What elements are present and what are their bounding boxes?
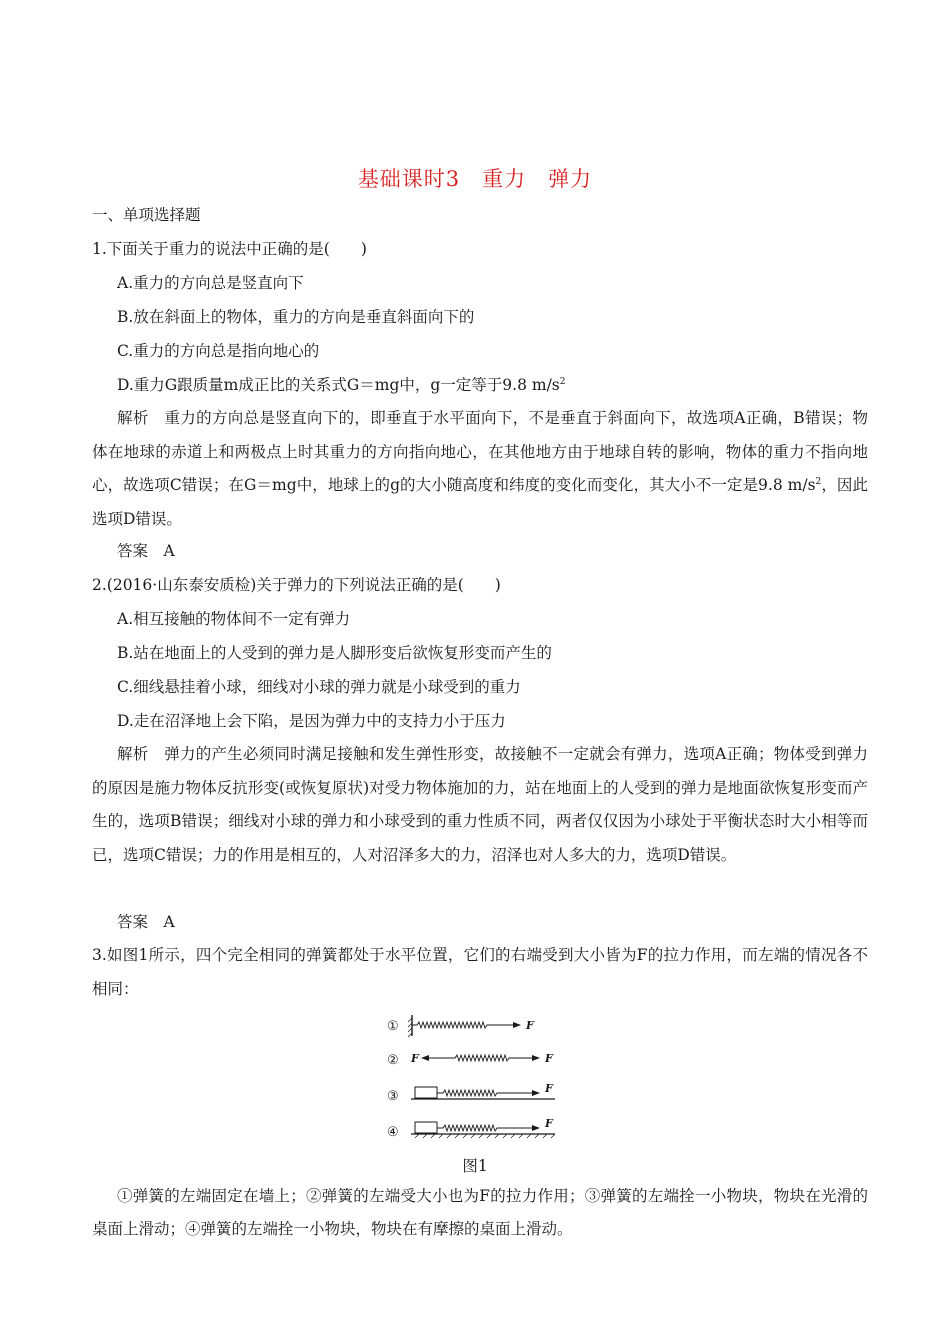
spring-4 [437, 1125, 503, 1131]
fig-force-1: F [526, 1019, 534, 1032]
block-3 [415, 1087, 437, 1098]
q2-option-d: D.走在沼泽地上会下陷，是因为弹力中的支持力小于压力 [117, 712, 506, 730]
q2-option-b: B.站在地面上的人受到的弹力是人脚形变后欲恢复形变而产生的 [117, 644, 552, 662]
figure-caption: 图1 [462, 1157, 488, 1175]
q1-option-d-text: D.重力G跟质量m成正比的关系式G＝mg中，g一定等于9.8 m/s [117, 376, 560, 394]
q1-analysis [92, 402, 868, 536]
page-title: 基础课时3 重力 弹力 [357, 167, 593, 191]
q1-option-b: B.放在斜面上的物体，重力的方向是垂直斜面向下的 [117, 308, 475, 326]
q2-option-a: A.相互接触的物体间不一定有弹力 [117, 610, 351, 628]
fig-force-4: F [545, 1117, 553, 1130]
q3-description: ①弹簧的左端固定在墙上；②弹簧的左端受大小也为F的拉力作用；③弹簧的左端拴一小物块，物块在光滑的桌面上滑动；④弹簧的左端拴一小物块，物块在有摩擦的桌面上滑动。 [92, 1187, 868, 1238]
q1-option-c: C.重力的方向总是指向地心的 [117, 342, 320, 360]
section-heading: 一、单项选择题 [92, 206, 201, 224]
block-4 [415, 1122, 437, 1133]
fig-force-2-right: F [545, 1052, 553, 1065]
q1-option-d-sup: 2 [559, 377, 566, 387]
fig-label-1: ① [387, 1019, 399, 1034]
q2-analysis: 解析 弹力的产生必须同时满足接触和发生弹性形变，故接触不一定就会有弹力，选项A正确；物体受到弹力的原因是施力物体反抗形变(或恢复原状)对受力物体施加的力，站在地面上的人受到的弹力是地面欲恢复形变而产生的，选项B错误；细线对小球的弹力和小球受到的重力性质不同，两者仅仅因为小球处于平衡状态时大小相等而已，选项C错误；力的作用是相互的，人对沼泽多大的力，沼泽也对人多大的力，选项D错误。 [92, 745, 868, 864]
q1-option-a: A.重力的方向总是竖直向下 [117, 274, 304, 292]
q1-stem: 1.下面关于重力的说法中正确的是( ) [92, 240, 367, 258]
q1-analysis-sup: 2 [815, 477, 822, 487]
q3-stem [92, 939, 868, 1006]
spring-3 [437, 1090, 503, 1096]
fig-force-3: F [545, 1082, 553, 1095]
q2-option-c: C.细线悬挂着小球，细线对小球的弹力就是小球受到的重力 [117, 678, 521, 696]
q3-stem-text: 3.如图1所示，四个完全相同的弹簧都处于水平位置，它们的右端受到大小皆为F的拉力作用，而左端的情况各不相同： [92, 946, 868, 998]
spring-1 [412, 1022, 491, 1028]
q1-option-d [117, 375, 566, 395]
q1-answer: 答案 A [117, 542, 175, 560]
q1-analysis-end: ，因此选项D错误。 [92, 476, 868, 528]
fig-label-2: ② [387, 1053, 399, 1068]
fig-force-2-left: F [411, 1052, 419, 1065]
q1-analysis-text: 解析 重力的方向总是竖直向下的，即垂直于水平面向下，不是垂直于斜面向下，故选项A正确，B错误；物体在地球的赤道上和两极点上时其重力的方向指向地心，在其他地方由于地球自转的影响，物体的重力不指向地心，故选项C错误；在G＝mg中，地球上的g的大小随高度和纬度的变化而变化，其大小不一定是9.8 m/s [92, 409, 868, 494]
q2-stem: 2.(2016·山东泰安质检)关于弹力的下列说法正确的是( ) [92, 576, 501, 594]
fig-label-4: ④ [387, 1125, 399, 1140]
q2-answer: 答案 A [117, 913, 175, 931]
fig-label-3: ③ [387, 1089, 399, 1104]
spring-2 [451, 1055, 513, 1061]
spring-figure [385, 1012, 575, 1150]
